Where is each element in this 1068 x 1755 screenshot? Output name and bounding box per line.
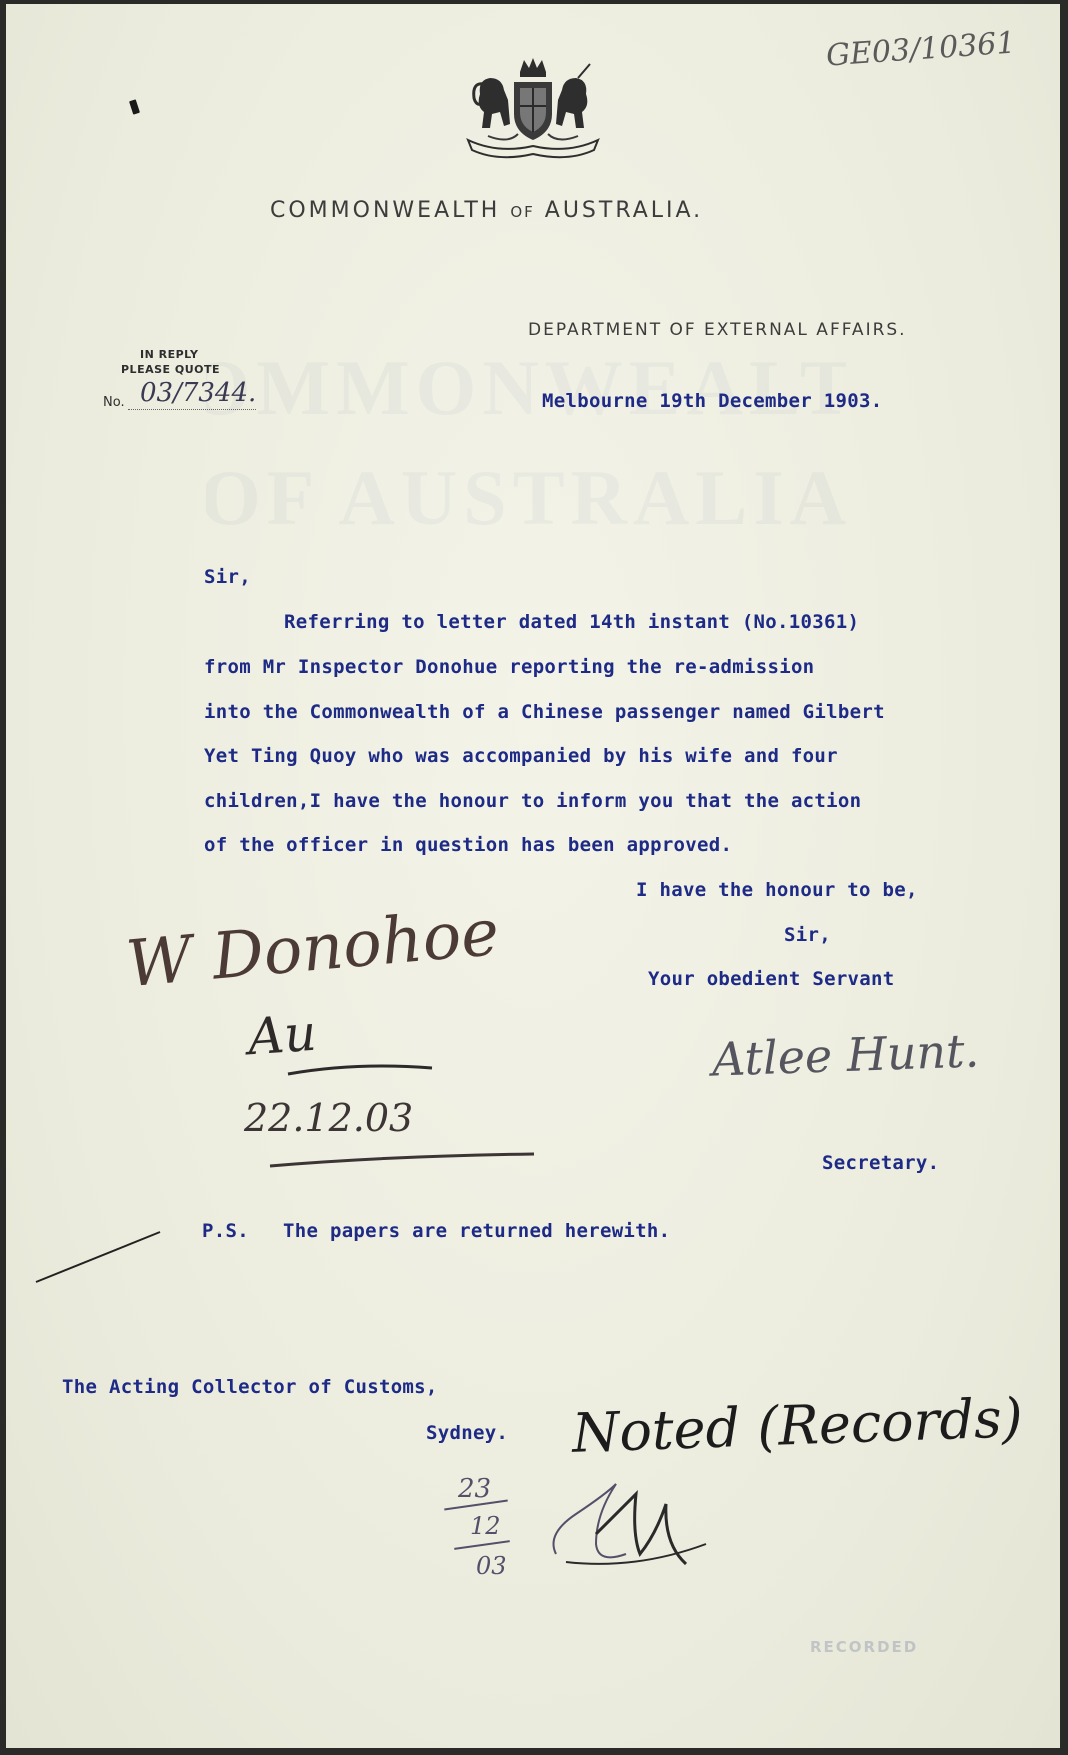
closing-line-1: I have the honour to be, — [636, 879, 918, 901]
annotation-date-rule — [268, 1150, 538, 1177]
pen-stroke — [34, 1226, 164, 1291]
annotation-initials: Au — [246, 1003, 319, 1067]
annotation-date: 22.12.03 — [244, 1096, 414, 1140]
salutation: Sir, — [204, 566, 251, 588]
body-line: from Mr Inspector Donohue reporting the re-admission — [204, 656, 815, 678]
noted-date-mid: 12 — [470, 1512, 501, 1540]
reply-number: 03/7344. — [140, 378, 257, 408]
reply-line-2: PLEASE QUOTE — [121, 363, 221, 376]
postscript-text: The papers are returned herewith. — [283, 1220, 671, 1242]
coat-of-arms-icon — [458, 54, 608, 169]
country-main: COMMONWEALTH — [270, 198, 501, 223]
reply-no-line — [128, 409, 256, 410]
svg-text:COMMONWEALTH: OMMONWEALT — [206, 344, 846, 431]
recorded-stamp: RECORDED — [810, 1638, 919, 1656]
secretary-title: Secretary. — [822, 1152, 940, 1174]
closing-line-2: Sir, — [784, 924, 831, 946]
file-reference: GE03/10361 — [825, 25, 1017, 74]
noted-records: Noted (Records) — [571, 1386, 1024, 1465]
addressee-line-2: Sydney. — [426, 1422, 509, 1444]
background-watermark — [206, 324, 846, 604]
place-date: Melbourne 19th December 1903. — [542, 390, 883, 412]
annotation-underline — [286, 1060, 436, 1085]
ink-mark — [129, 99, 140, 114]
noted-initials — [536, 1474, 716, 1589]
annotation-name: W Donohoe — [123, 895, 502, 1003]
postscript-label: P.S. — [202, 1220, 249, 1242]
body-line: Referring to letter dated 14th instant (No.10361) — [284, 611, 860, 633]
letterhead-department: DEPARTMENT OF EXTERNAL AFFAIRS. — [528, 320, 907, 340]
body-line: into the Commonwealth of a Chinese passenger named Gilbert — [204, 701, 885, 723]
country-of: OF — [510, 203, 535, 221]
noted-date-rule — [454, 1540, 510, 1550]
noted-date-bottom: 03 — [476, 1552, 507, 1580]
addressee-line-1: The Acting Collector of Customs, — [62, 1376, 438, 1398]
svg-text:OF AUSTRALIA: OF AUSTRALIA — [206, 454, 846, 541]
body-line: of the officer in question has been approved. — [204, 834, 733, 856]
noted-date-top: 23 — [458, 1474, 492, 1504]
letter-page — [6, 4, 1060, 1748]
body-line: children,I have the honour to inform you that the action — [204, 790, 862, 812]
letterhead-country — [270, 198, 703, 223]
reply-no-label: No. — [103, 395, 125, 410]
closing-line-3: Your obedient Servant — [648, 968, 895, 990]
body-line: Yet Ting Quoy who was accompanied by his wife and four — [204, 745, 838, 767]
secretary-signature: Atlee Hunt. — [711, 1023, 981, 1087]
reply-line-1: IN REPLY — [140, 348, 199, 361]
country-tail: AUSTRALIA. — [544, 198, 704, 223]
